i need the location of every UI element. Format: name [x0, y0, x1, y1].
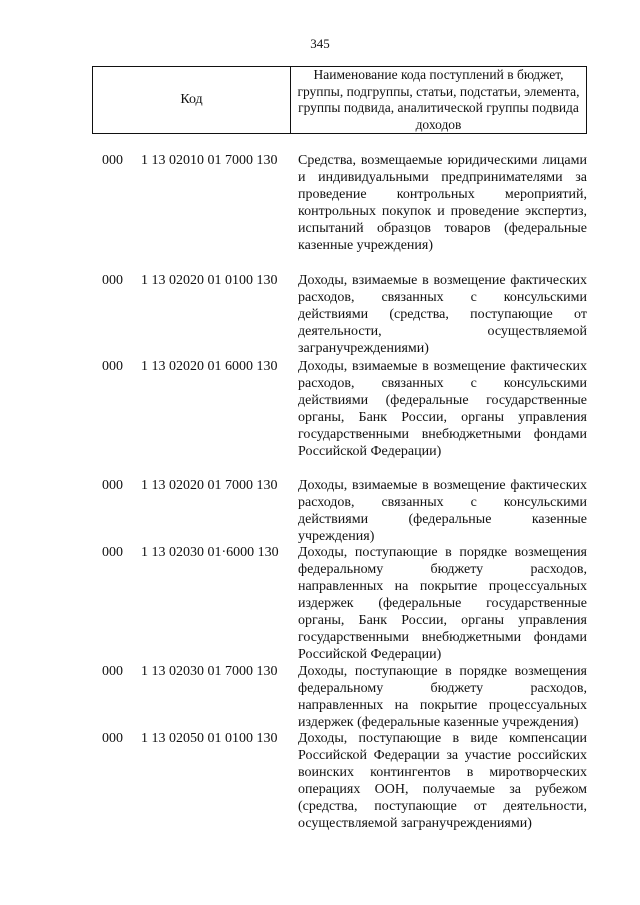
admin-code: 000 [102, 731, 123, 746]
income-name: Доходы, поступающие в порядке возмещения федеральному бюджету расходов, направленных на покрытие процессуальных издержек (федеральные казенные учреждения) [298, 664, 587, 730]
income-name: Доходы, взимаемые в возмещение фактических расходов, связанных с консульскими действиями (федеральные государственные органы, Банк России, органы управления государственными внебюджетными фондами Российской Федерации) [298, 359, 587, 459]
admin-code: 000 [102, 545, 123, 560]
income-code: 1 13 02020 01 7000 130 [141, 478, 278, 493]
income-code: 1 13 02030 01 7000 130 [141, 664, 278, 679]
income-name: Доходы, поступающие в виде компенсации Российской Федерации за участие российских воинских контингентов в миротворческих операциях ООН, получаемые за рубежом (средства, поступающие от деятельности, осуществляемой загранучреждениями) [298, 731, 587, 831]
admin-code: 000 [102, 273, 123, 288]
income-code: 1 13 02010 01 7000 130 [141, 153, 278, 168]
income-code: 1 13 02020 01 0100 130 [141, 273, 278, 288]
admin-code: 000 [102, 153, 123, 168]
admin-code: 000 [102, 664, 123, 679]
income-name: Доходы, взимаемые в возмещение фактических расходов, связанных с консульскими действиями (федеральные казенные учреждения) [298, 478, 587, 544]
admin-code: 000 [102, 478, 123, 493]
income-name: Доходы, взимаемые в возмещение фактических расходов, связанных с консульскими действиями (средства, поступающие от деятельности, осуществляемой загранучреждениями) [298, 273, 587, 356]
income-name: Доходы, поступающие в порядке возмещения федеральному бюджету расходов, направленных на покрытие процессуальных издержек (федеральные государственные органы, Банк России, органы управления государственными внебюджетными фондами Российской Федерации) [298, 545, 587, 662]
income-code: 1 13 02050 01 0100 130 [141, 731, 278, 746]
income-name: Средства, возмещаемые юридическими лицами и индивидуальными предпринимателями за проведение контрольных мероприятий, контрольных покупок и проведение экспертиз, испытаний образцов товаров (федеральные казенные учреждения) [298, 153, 587, 253]
table-header [92, 66, 587, 134]
admin-code: 000 [102, 359, 123, 374]
income-code: 1 13 02020 01 6000 130 [141, 359, 278, 374]
header-name-label: Наименование кода поступлений в бюджет, группы, подгруппы, статьи, подстатьи, элемента, группы подвида, аналитической группы подвида доходов [297, 67, 580, 132]
page-number: 345 [310, 36, 330, 51]
income-code: 1 13 02030 01·6000 130 [141, 545, 279, 560]
header-code-label: Код [93, 67, 291, 133]
